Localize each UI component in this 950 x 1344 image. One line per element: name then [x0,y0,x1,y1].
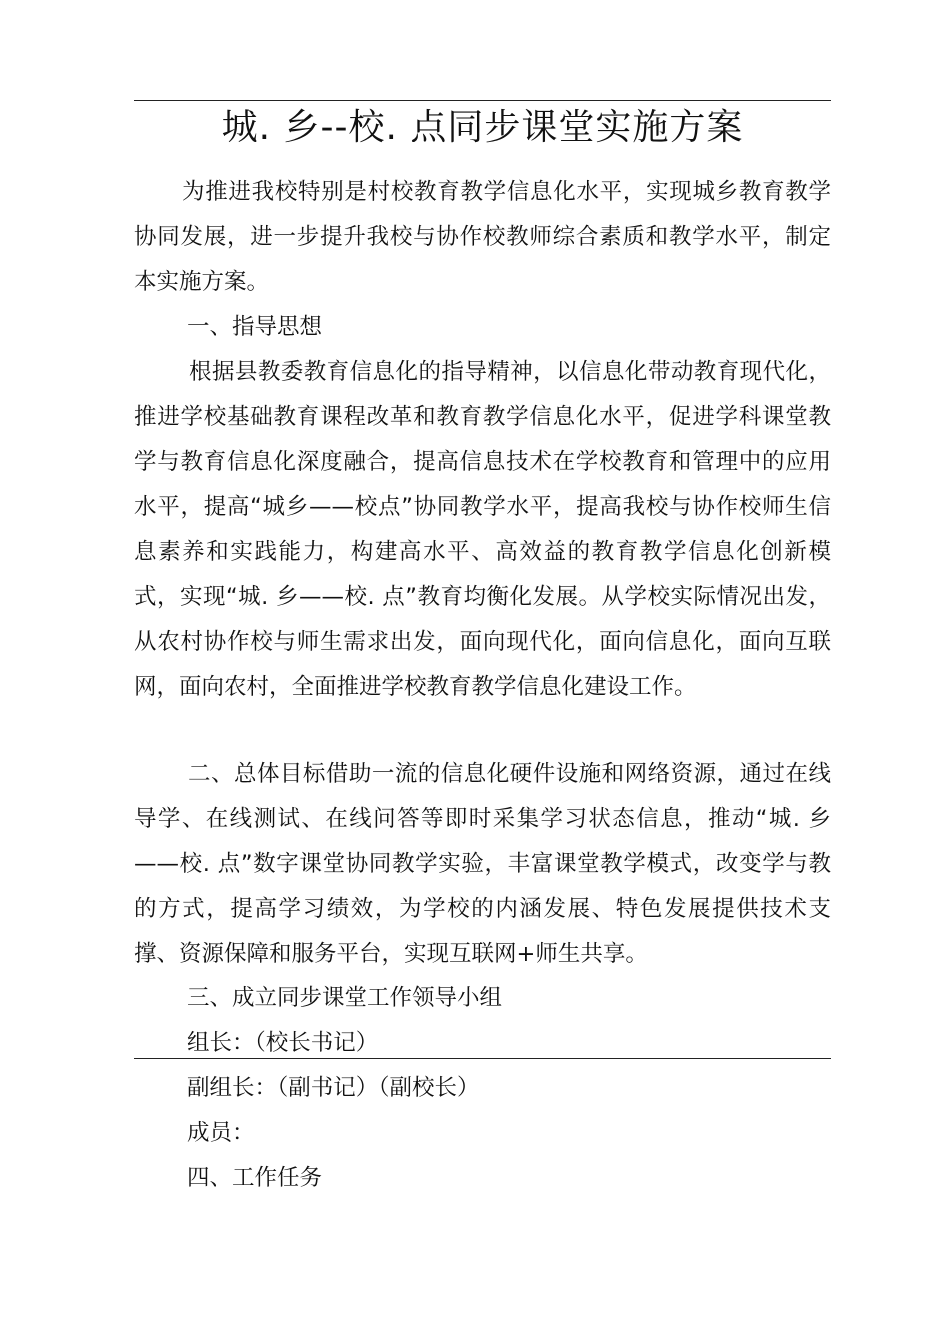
members-line: 成员： [187,1120,255,1146]
document-title: 城. 乡--校. 点同步课堂实施方案 [221,107,744,148]
top-rule [134,100,831,101]
section-heading-guiding-ideology: 一、指导思想 [187,314,323,340]
section-heading-work-tasks: 四、工作任务 [187,1165,323,1191]
section-heading-leading-group: 三、成立同步课堂工作领导小组 [187,985,503,1011]
guiding-ideology-paragraph: 根据县教委教育信息化的指导精神，以信息化带动教育现代化，推进学校基础教育课程改革和教育教学信息化水平，促进学科课堂教学与教育信息化深度融合，提高信息技术在学校教育和管理中的应用水平，提高“城乡——校点”协同教学水平，提高我校与协作校师生信息素养和实践能力，构建高水平、高效益的教育教学信息化创新模式，实现“城. 乡——校. 点”教育均衡化发展。从学校实际情况出发，从农村协作校与师生需求出发，面向现代化，面向信息化，面向互联网，面向农村，全面推进学校教育教学信息化建设工作。 [134,359,831,700]
intro-paragraph: 为推进我校特别是村校教育教学信息化水平，实现城乡教育教学协同发展，进一步提升我校与协作校教师综合素质和教学水平，制定本实施方案。 [134,179,831,295]
deputy-leader-line: 副组长：（副书记）（副校长） [187,1075,480,1101]
overall-goal-paragraph: 二、总体目标借助一流的信息化硬件设施和网络资源，通过在线导学、在线测试、在线问答等即时采集学习状态信息，推动“城. 乡——校. 点”数字课堂协同教学实验，丰富课堂教学模式，改变学与教的方式，提高学习绩效，为学校的内涵发展、特色发展提供技术支撑、资源保障和服务平台，实现互联网+师生共享。 [134,761,831,967]
group-leader-line: 组长：（校长书记） [187,1030,379,1056]
page-divider-rule [134,1058,831,1059]
